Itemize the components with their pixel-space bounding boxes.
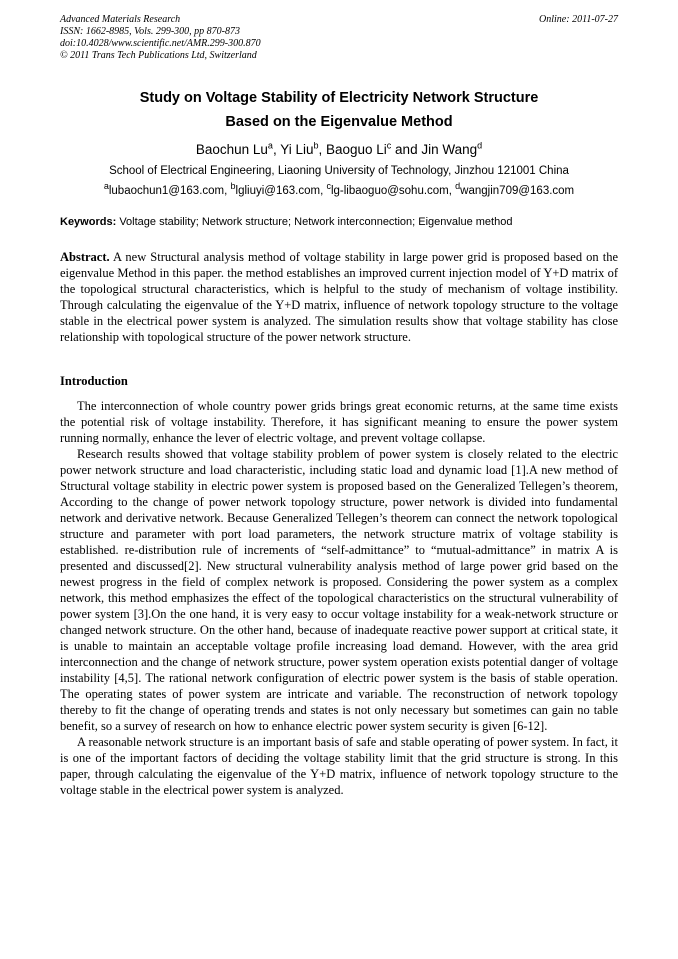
- authors-line: [60, 142, 618, 157]
- intro-paragraph-2: Research results showed that voltage stability problem of power system is closely related to the electric power network structure and load characteristic, including static load and dynamic load [1].A new method of Structural voltage stability in electric power system is proposed based on the Generalized Tellegen’s theorem, According to the change of power network topology structure, power network is divided into fundamental network and derivative network. Because Generalized Tellegen’s theorem can connect the network topological structure and parameter with port load parameters, the network structure matrix of voltage stability is established. re-distribution rule of increments of “self-admittance” to “mutual-admittance” in matrix A is presented and discussed[2]. New structural vulnerability analysis method of large power grid based on the newest progress in the field of complex network is proposed. Considering the power system as a complex network, this method emphasizes the effect of the topological characteristics on the structural vulnerability of power system [3].On the one hand, it is very easy to occur voltage instability for a weak-network structure or changed network structure. On the other hand, because of inadequate reactive power support at critical state, it is unable to maintain an acceptable voltage profile increasing load demand. However, with the area grid interconnection and the change of network structure, power system operation exists potential danger of voltage instability [4,5]. The rational network configuration of electric power system is the basis of stable operation. The operating states of power system are intricate and variable. The reconstruction of network topology thereby to fit the change of operating trends and states is not only necessary but sometimes can gain no table benefit, so a survey of research on how to enhance electric power system security is given [6-12].: [60, 447, 618, 733]
- online-date: Online: 2011-07-27: [539, 14, 618, 25]
- email-address-1: lubaochun1@163.com,: [108, 185, 231, 197]
- abstract-label: Abstract.: [60, 250, 110, 264]
- paper-title-line2: Based on the Eigenvalue Method: [225, 114, 453, 130]
- author-name-2: , Yi Liu: [272, 142, 314, 157]
- email-address-2: lgliuyi@163.com,: [235, 185, 327, 197]
- keywords-label: Keywords:: [60, 216, 117, 228]
- author-sup-1: a: [267, 140, 273, 151]
- author-name-3: , Baoguo Li: [318, 142, 387, 157]
- paper-title-line1: Study on Voltage Stability of Electricity Network Structure: [139, 90, 539, 106]
- author-sup-3: c: [386, 140, 392, 151]
- paper-title: [60, 86, 618, 134]
- email-sup-2: b: [230, 181, 236, 192]
- author-name-4: and Jin Wang: [391, 142, 478, 157]
- emails-line: [60, 181, 618, 197]
- email-sup-3: c: [326, 181, 331, 192]
- email-address-4: wangjin709@163.com: [460, 185, 575, 197]
- author-name-1: Baochun Lu: [195, 142, 268, 157]
- intro-paragraph-1: The interconnection of whole country power grids brings great economic returns, at the same time exists the potential risk of voltage instability. Therefore, it has significant meaning to ensure the power system running normally, enhance the lever of electric voltage, and prevent voltage collapse.: [60, 399, 618, 445]
- email-address-3: lg-libaoguo@sohu.com,: [330, 185, 456, 197]
- intro-paragraph-3: A reasonable network structure is an important basis of safe and stable operating of power system. In fact, it is one of the important factors of deciding the voltage stability limit that the grid structure is strong. In this paper, through calculating the eigenvalue of the Y+D matrix, influence of network topology structure to the voltage stable in the electrical power system is analyzed.: [60, 735, 618, 797]
- author-sup-2: b: [313, 140, 319, 151]
- keywords-text: Voltage stability; Network structure; Network interconnection; Eigenvalue method: [119, 216, 513, 228]
- doi-line: doi:10.4028/www.scientific.net/AMR.299-300.870: [60, 38, 261, 49]
- affiliation-line: School of Electrical Engineering, Liaoning University of Technology, Jinzhou 121001 China: [109, 165, 569, 177]
- email-sup-4: d: [455, 181, 461, 192]
- abstract-block: [60, 249, 618, 345]
- abstract-text: A new Structural analysis method of voltage stability in large power grid is proposed based on the eigenvalue Method in this paper. the method establishes an improved current injection model of Y+D matrix of the topological structural characteristics, which is helpful to the study of mechanism of voltage instibility. Through calculating the eigenvalue of the Y+D matrix, influence of network topology structure to the voltage stable in the electrical power system is analyzed. The simulation results show that voltage stability has close relationship with topological structure of the power network structure.: [60, 250, 618, 344]
- journal-name: Advanced Materials Research: [60, 14, 181, 25]
- journal-header: [60, 14, 618, 62]
- journal-info-block: [60, 14, 261, 62]
- section-heading-introduction: Introduction: [60, 374, 128, 388]
- author-sup-4: d: [477, 140, 483, 151]
- keywords-line: [60, 215, 618, 230]
- copyright-line: © 2011 Trans Tech Publications Ltd, Switzerland: [60, 50, 257, 61]
- email-sup-1: a: [103, 181, 109, 192]
- issn-line: ISSN: 1662-8985, Vols. 299-300, pp 870-873: [60, 26, 240, 37]
